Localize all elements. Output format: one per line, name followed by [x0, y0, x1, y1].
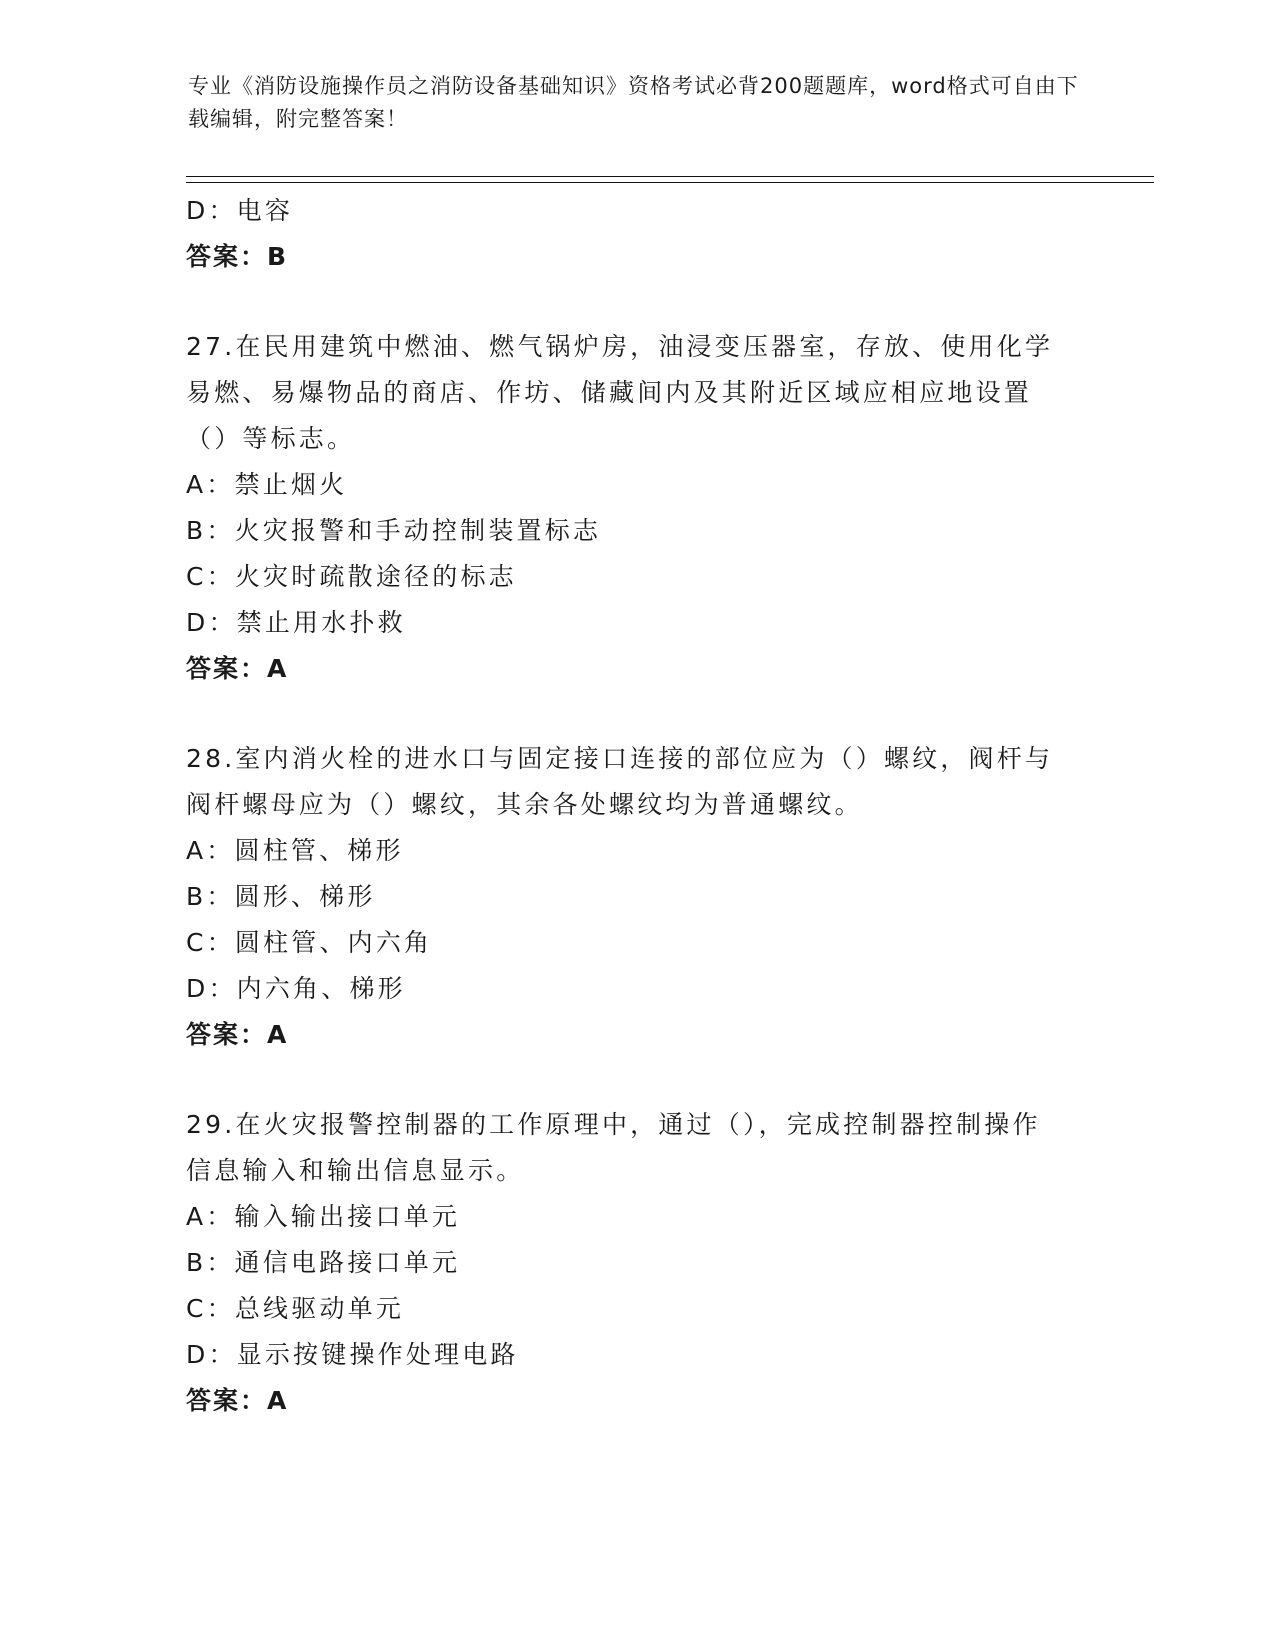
question-27: [186, 324, 1086, 692]
option-d: D：电容: [186, 196, 294, 225]
option-a: A：圆柱管、梯形: [186, 836, 404, 865]
document-header: [188, 70, 1088, 136]
option-b: B：通信电路接口单元: [186, 1248, 461, 1277]
question-line: 27.在民用建筑中燃油、燃气锅炉房，油浸变压器室，存放、使用化学: [186, 332, 1054, 361]
question-line: 29.在火灾报警控制器的工作原理中，通过（），完成控制器控制操作: [186, 1110, 1041, 1139]
header-divider-top: [186, 176, 1154, 177]
option-d: D：禁止用水扑救: [186, 608, 406, 637]
option-c: C：火灾时疏散途径的标志: [186, 562, 517, 591]
question-line: 易燃、易爆物品的商店、作坊、储藏间内及其附近区域应相应地设置: [186, 378, 1033, 407]
question-text: [186, 1102, 1086, 1194]
header-title: 专业《消防设施操作员之消防设备基础知识》资格考试必背200题题库，word格式可自由下载编辑，附完整答案！: [188, 74, 1079, 131]
question-29: [186, 1102, 1086, 1424]
answer: 答案：A: [186, 1020, 289, 1049]
option-d: D：显示按键操作处理电路: [186, 1340, 519, 1369]
answer: 答案：A: [186, 1386, 289, 1415]
option-a: A：禁止烟火: [186, 470, 348, 499]
option-c: C：圆柱管、内六角: [186, 928, 433, 957]
question-text: [186, 736, 1086, 828]
option-c: C：总线驱动单元: [186, 1294, 405, 1323]
question-line: 信息输入和输出信息显示。: [186, 1156, 525, 1185]
answer: 答案：B: [186, 242, 289, 271]
question-line: （）等标志。: [186, 424, 356, 453]
question-text: [186, 324, 1086, 462]
question-line: 阀杆螺母应为（）螺纹，其余各处螺纹均为普通螺纹。: [186, 790, 863, 819]
option-d: D：内六角、梯形: [186, 974, 406, 1003]
question-list: [186, 188, 1086, 1424]
question-line: 28.室内消火栓的进水口与固定接口连接的部位应为（）螺纹，阀杆与: [186, 744, 1054, 773]
option-a: A：输入输出接口单元: [186, 1202, 461, 1231]
previous-question-tail: [186, 188, 1086, 280]
option-b: B：火灾报警和手动控制装置标志: [186, 516, 602, 545]
header-divider-bottom: [186, 182, 1154, 183]
option-b: B：圆形、梯形: [186, 882, 376, 911]
answer: 答案：A: [186, 654, 289, 683]
question-28: [186, 736, 1086, 1058]
